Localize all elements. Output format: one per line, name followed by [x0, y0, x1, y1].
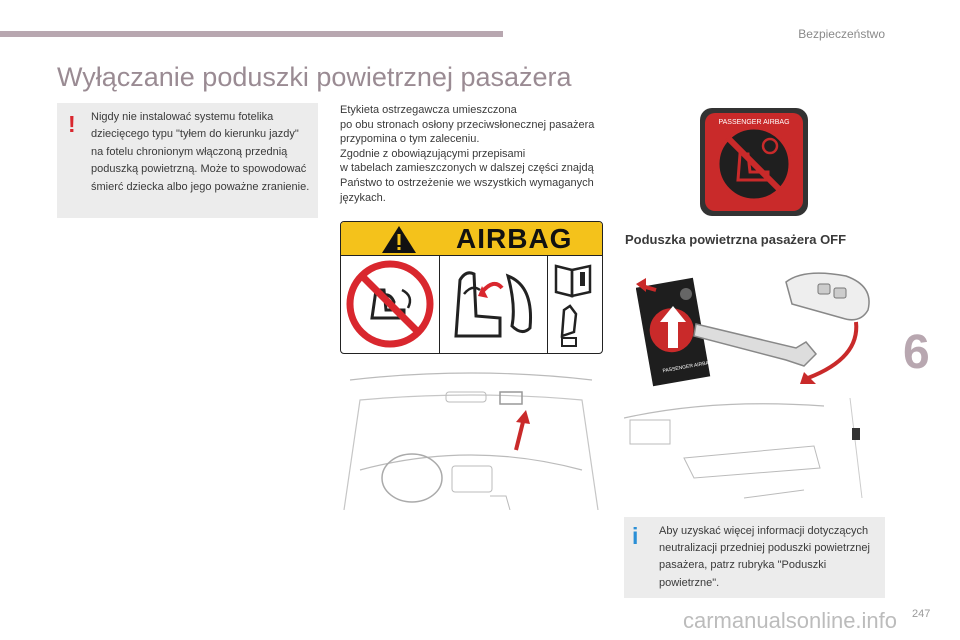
section-name: Bezpieczeństwo [798, 27, 885, 41]
exclamation-icon: ! [68, 111, 76, 137]
chapter-number: 6 [903, 326, 930, 379]
passenger-dashboard-illustration [624, 398, 886, 508]
airbag-label-header [341, 222, 602, 256]
info-text: Aby uzyskać więcej informacji dotyczących neutralizacji przedniej poduszki powietrznej pasażera, patrz rubryka "Poduszki powietrzne". [659, 525, 870, 589]
airbag-warning-label [340, 221, 603, 354]
read-manual-icon [550, 256, 600, 352]
airbag-label-panel-1 [341, 255, 440, 353]
info-icon: i [632, 523, 639, 549]
info-box [624, 517, 885, 598]
sticker-text: PASSENGER AIRBAG [718, 119, 790, 126]
watermark: carmanualsonline.info [683, 608, 898, 633]
warning-text: Nigdy nie instalować systemu fotelika dziecięcego typu "tyłem do kierunku jazdy" na fotelu chronionym włączoną przednią poduszką powietrzną. Może to spowodować śmierć dziecka albo jego poważne zranienie. [91, 111, 310, 193]
airbag-label-panel-3 [548, 255, 601, 353]
airbag-switch-illustration [636, 262, 876, 392]
page-number: 247 [912, 608, 931, 620]
header-bar [0, 31, 503, 37]
warning-box [57, 103, 318, 218]
airbag-word: AIRBAG [456, 223, 573, 254]
windscreen-dashboard-illustration [340, 370, 602, 510]
airbag-deploy-icon [442, 256, 546, 352]
label-description: Etykieta ostrzegawcza umieszczona po obu stronach osłony przeciwsłonecznej pasażera przypomina o tym zaleceniu. Zgodnie z obowiązującymi przepisami w tabelach zamieszczonych w dalszej części znajdą Państwo to ostrzeżenie we wszystkich wymaganych językach. [340, 104, 595, 204]
airbag-label-panel-2 [440, 255, 548, 353]
airbag-off-title: Poduszka powietrzna pasażera OFF [625, 232, 847, 247]
no-rear-facing-seat-icon [342, 256, 438, 352]
warning-triangle-icon [379, 223, 419, 255]
switch-text: PASSENGER AIRBAG [662, 359, 714, 375]
page-title: Wyłączanie poduszki powietrznej pasażera [57, 62, 572, 92]
passenger-airbag-sticker [700, 108, 808, 216]
passenger-airbag-sticker-icon [700, 108, 808, 216]
